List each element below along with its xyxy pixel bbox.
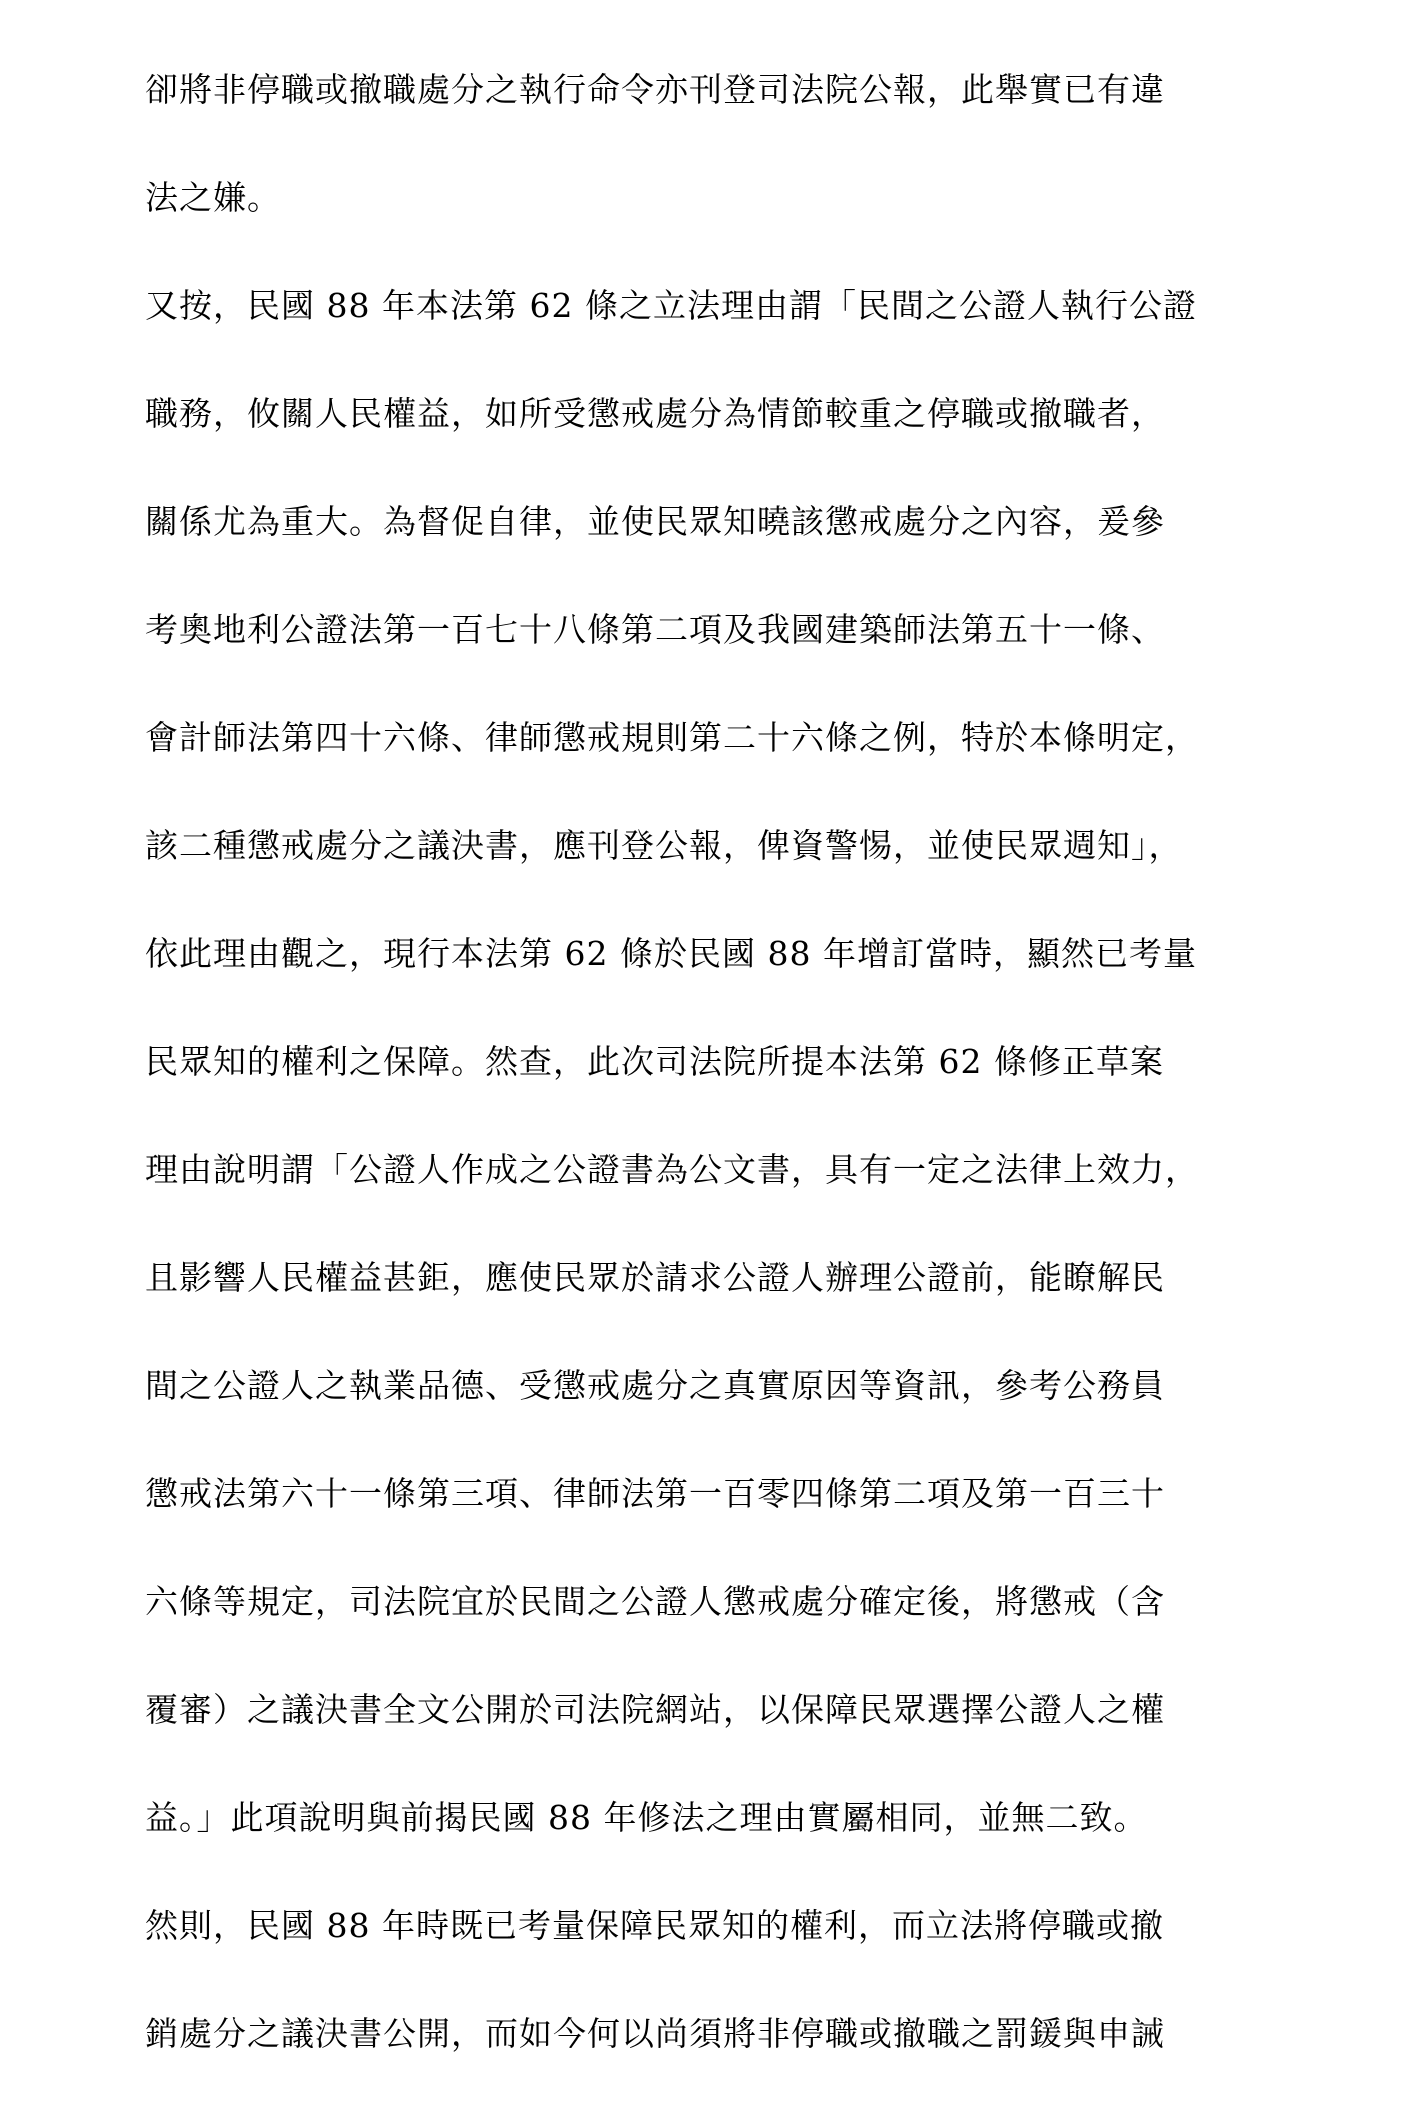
text-line: 覆審）之議決書全文公開於司法院網站，以保障民眾選擇公證人之權 [145, 1690, 1165, 1729]
body-text [145, 60, 1295, 2112]
text-line: 益。」此項說明與前揭民國 88 年修法之理由實屬相同，並無二致。 [145, 1798, 1148, 1837]
text-line: 銷處分之議決書公開，而如今何以尚須將非停職或撤職之罰鍰與申誡 [145, 2014, 1165, 2053]
text-line: 卻將非停職或撤職處分之執行命令亦刊登司法院公報，此舉實已有違 [145, 70, 1165, 109]
text-line: 職務，攸關人民權益，如所受懲戒處分為情節較重之停職或撤職者， [145, 394, 1165, 433]
text-line: 然則，民國 88 年時既已考量保障民眾知的權利，而立法將停職或撤 [145, 1906, 1164, 1945]
text-line: 關係尤為重大。為督促自律，並使民眾知曉該懲戒處分之內容，爰參 [145, 502, 1165, 541]
text-line: 該二種懲戒處分之議決書，應刊登公報，俾資警惕，並使民眾週知」， [145, 826, 1183, 865]
text-line: 理由說明謂「公證人作成之公證書為公文書，具有一定之法律上效力， [145, 1150, 1199, 1189]
text-line: 懲戒法第六十一條第三項、律師法第一百零四條第二項及第一百三十 [145, 1474, 1165, 1513]
text-line: 且影響人民權益甚鉅，應使民眾於請求公證人辦理公證前，能瞭解民 [145, 1258, 1165, 1297]
text-line: 考奧地利公證法第一百七十八條第二項及我國建築師法第五十一條、 [145, 610, 1165, 649]
text-line: 又按，民國 88 年本法第 62 條之立法理由謂「民間之公證人執行公證 [145, 286, 1197, 325]
text-line: 民眾知的權利之保障。然查，此次司法院所提本法第 62 條修正草案 [145, 1042, 1164, 1081]
text-line: 會計師法第四十六條、律師懲戒規則第二十六條之例，特於本條明定， [145, 718, 1199, 757]
text-line: 間之公證人之執業品德、受懲戒處分之真實原因等資訊，參考公務員 [145, 1366, 1165, 1405]
text-line: 依此理由觀之，現行本法第 62 條於民國 88 年增訂當時，顯然已考量 [145, 934, 1197, 973]
text-line: 法之嫌。 [145, 178, 281, 217]
text-line: 六條等規定，司法院宜於民間之公證人懲戒處分確定後，將懲戒（含 [145, 1582, 1165, 1621]
